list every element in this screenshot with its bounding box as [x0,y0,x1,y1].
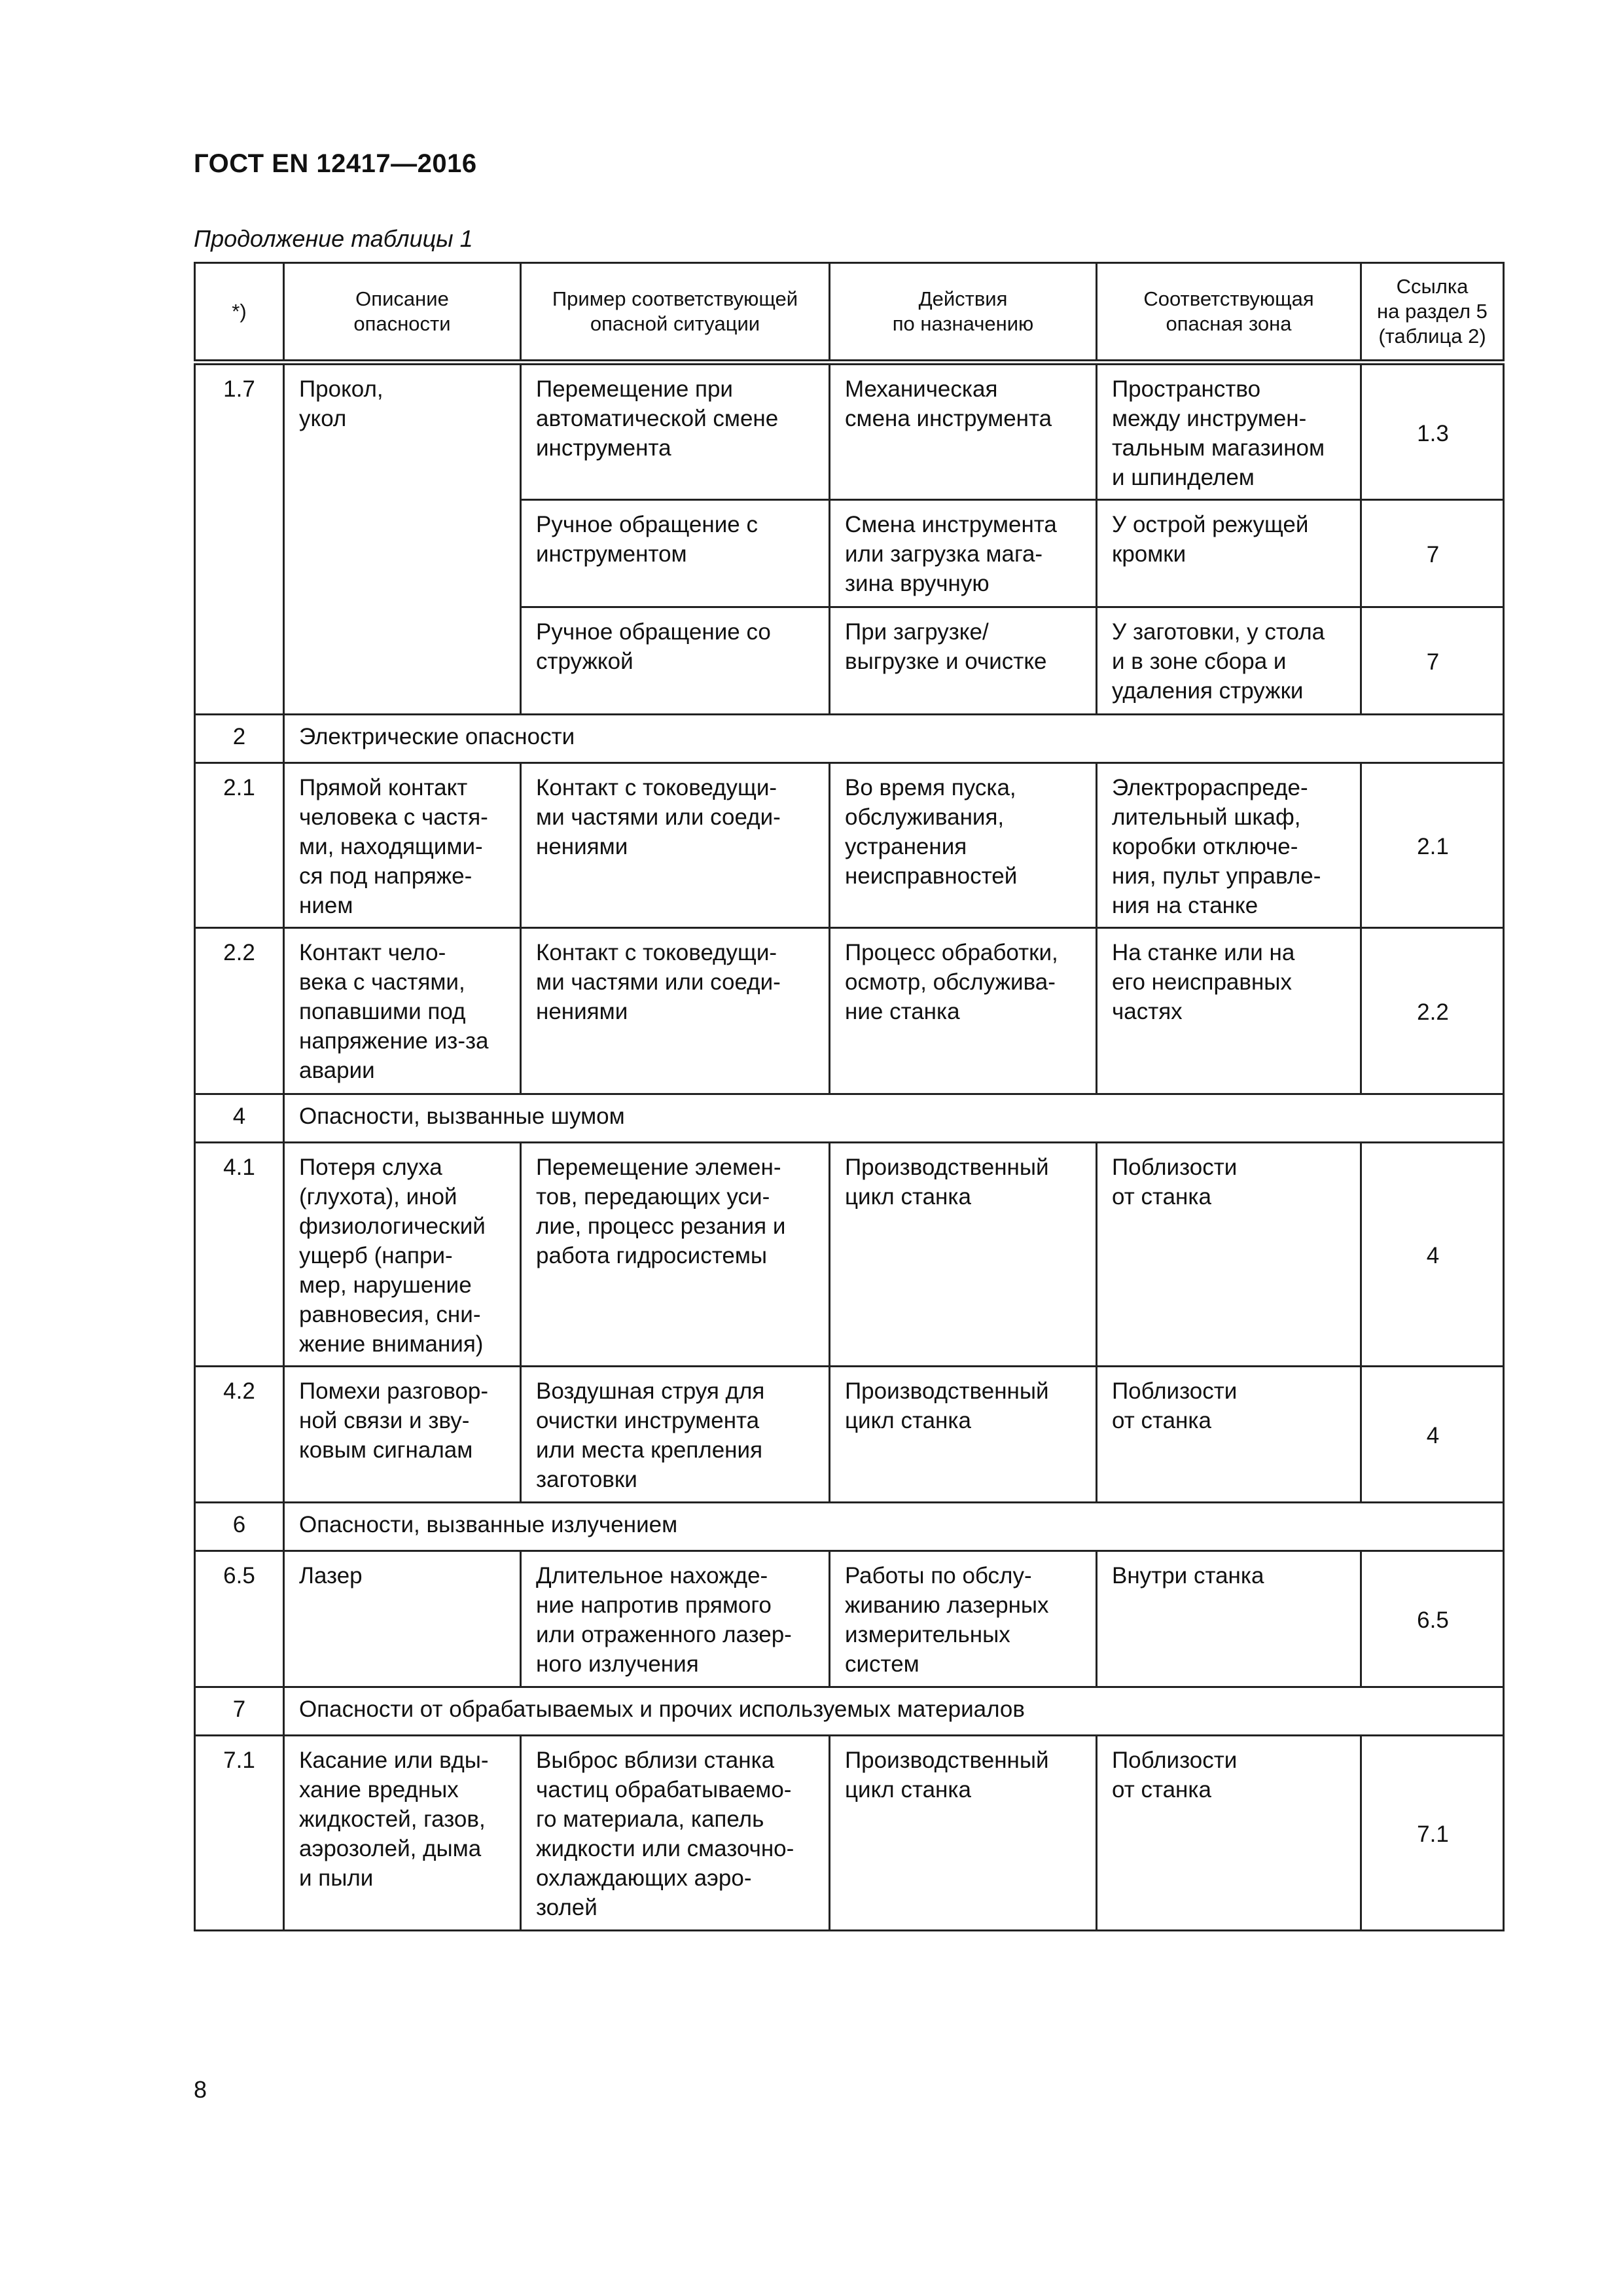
intended-action: Работы по обслу- живанию лазерных измерительных систем [830,1551,1097,1687]
row-number: 4.1 [195,1143,284,1367]
header-section-reference: Ссылка на раздел 5 (таблица 2) [1361,263,1504,363]
danger-zone: Пространство между инструмен- тальным магазином и шпинделем [1097,363,1361,500]
section-reference: 2.1 [1361,763,1504,928]
section-reference: 7.1 [1361,1736,1504,1931]
table-caption: Продолжение таблицы 1 [194,225,473,252]
table-header-row [195,263,1504,363]
intended-action: Смена инструмента или загрузка мага- зина вручную [830,500,1097,607]
group-number: 4 [195,1094,284,1143]
group-title: Опасности, вызванные излучением [284,1503,1504,1551]
danger-zone: Внутри станка [1097,1551,1361,1687]
table-row [195,1367,1504,1503]
group-row [195,1094,1504,1143]
section-reference: 2.2 [1361,928,1504,1094]
section-reference: 6.5 [1361,1551,1504,1687]
row-number: 1.7 [195,363,284,715]
danger-zone: Поблизости от станка [1097,1367,1361,1503]
group-title: Опасности, вызванные шумом [284,1094,1504,1143]
hazard-description: Прокол, укол [284,363,521,715]
hazard-situation: Воздушная струя для очистки инструмента или места крепления заготовки [521,1367,830,1503]
hazard-description: Помехи разговор- ной связи и зву- ковым сигналам [284,1367,521,1503]
danger-zone: Поблизости от станка [1097,1143,1361,1367]
intended-action: Производственный цикл станка [830,1736,1097,1931]
hazard-situation: Перемещение элемен- тов, передающих уси- лие, процесс резания и работа гидросистемы [521,1143,830,1367]
hazard-situation: Контакт с токоведущи- ми частями или соеди- нениями [521,763,830,928]
document-header: ГОСТ EN 12417—2016 [194,149,477,178]
intended-action: Механическая смена инструмента [830,363,1097,500]
danger-zone: У острой режущей кромки [1097,500,1361,607]
group-row [195,1687,1504,1736]
hazard-description: Прямой контакт человека с частя- ми, находящими- ся под напряже- нием [284,763,521,928]
section-reference: 1.3 [1361,363,1504,500]
danger-zone: Электрораспреде- лительный шкаф, коробки отключе- ния, пульт управле- ния на станке [1097,763,1361,928]
hazard-situation: Контакт с токоведущи- ми частями или соеди- нениями [521,928,830,1094]
table-row [195,1551,1504,1687]
group-number: 6 [195,1503,284,1551]
section-reference: 7 [1361,500,1504,607]
hazard-description: Контакт чело- века с частями, попавшими под напряжение из-за аварии [284,928,521,1094]
group-number: 7 [195,1687,284,1736]
intended-action: Во время пуска, обслуживания, устранения неисправностей [830,763,1097,928]
section-reference: 7 [1361,607,1504,715]
section-reference: 4 [1361,1143,1504,1367]
hazard-situation: Перемещение при автоматической смене инструмента [521,363,830,500]
intended-action: Процесс обработки, осмотр, обслужива- ние станка [830,928,1097,1094]
hazard-description: Потеря слуха (глухота), иной физиологический ущерб (напри- мер, нарушение равновесия, сни- жение внимания) [284,1143,521,1367]
row-number: 2.1 [195,763,284,928]
row-number: 6.5 [195,1551,284,1687]
danger-zone: У заготовки, у стола и в зоне сбора и удаления стружки [1097,607,1361,715]
group-row [195,715,1504,763]
header-intended-actions: Действия по назначению [830,263,1097,363]
hazard-situation: Ручное обращение с инструментом [521,500,830,607]
row-number: 4.2 [195,1367,284,1503]
header-danger-zone: Соответствующая опасная зона [1097,263,1361,363]
table-row [195,1736,1504,1931]
table-row [195,1143,1504,1367]
intended-action: При загрузке/ выгрузке и очистке [830,607,1097,715]
table-row [195,363,1504,500]
hazard-situation: Выброс вблизи станка частиц обрабатываемо- го материала, капель жидкости или смазочно- охлаждающих аэро- золей [521,1736,830,1931]
danger-zone: На станке или на его неисправных частях [1097,928,1361,1094]
hazard-situation: Длительное нахожде- ние напротив прямого или отраженного лазер- ного излучения [521,1551,830,1687]
group-title: Электрические опасности [284,715,1504,763]
intended-action: Производственный цикл станка [830,1367,1097,1503]
hazard-table [194,262,1505,1931]
table-row [195,928,1504,1094]
row-number: 2.2 [195,928,284,1094]
header-number: *) [195,263,284,363]
group-row [195,1503,1504,1551]
header-hazard-situation: Пример соответствующей опасной ситуации [521,263,830,363]
row-number: 7.1 [195,1736,284,1931]
table-row [195,763,1504,928]
page-number: 8 [194,2076,207,2103]
group-title: Опасности от обрабатываемых и прочих используемых материалов [284,1687,1504,1736]
section-reference: 4 [1361,1367,1504,1503]
danger-zone: Поблизости от станка [1097,1736,1361,1931]
hazard-situation: Ручное обращение со стружкой [521,607,830,715]
hazard-description: Касание или вды- хание вредных жидкостей, газов, аэрозолей, дыма и пыли [284,1736,521,1931]
hazard-description: Лазер [284,1551,521,1687]
header-hazard-description: Описание опасности [284,263,521,363]
group-number: 2 [195,715,284,763]
intended-action: Производственный цикл станка [830,1143,1097,1367]
